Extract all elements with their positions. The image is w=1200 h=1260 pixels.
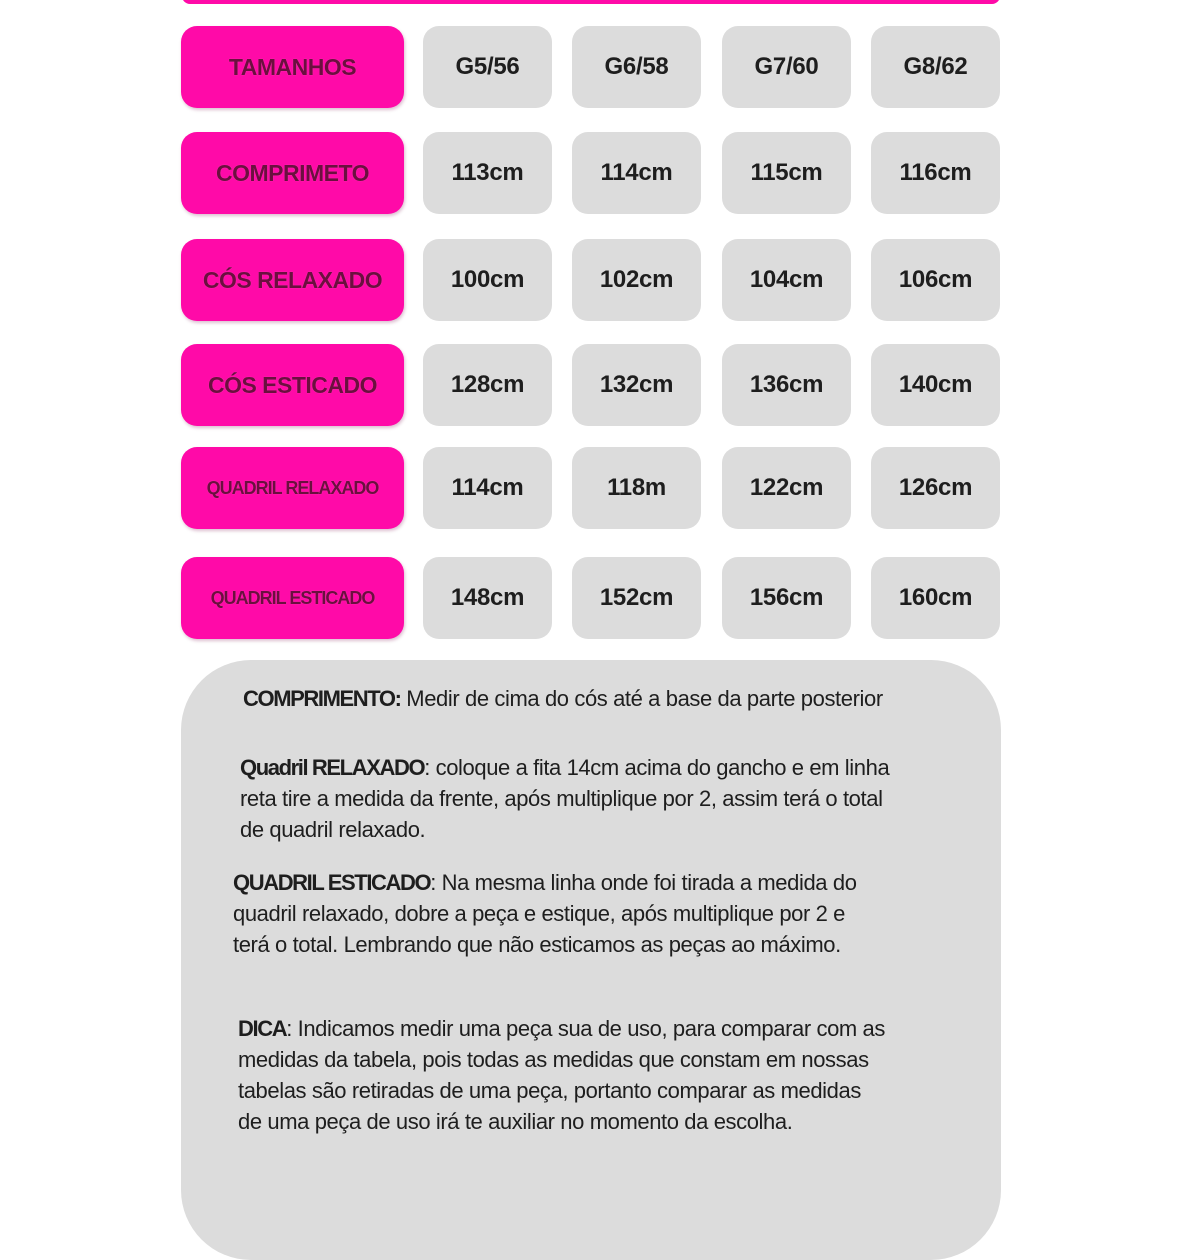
measurement-cell [572, 447, 701, 529]
note-line: terá o total. Lembrando que não esticamos as peças ao máximo. [233, 932, 841, 957]
measurement-cell [871, 132, 1000, 214]
measurement-instructions-panel [181, 660, 1001, 1260]
row-label: QUADRIL ESTICADO [210, 587, 375, 608]
measurement-cell [871, 557, 1000, 639]
measurement-cell [871, 344, 1000, 426]
note-line: de uma peça de uso irá te auxiliar no momento da escolha. [238, 1109, 793, 1134]
table-row [0, 239, 1200, 321]
measurement-value: 126cm [898, 474, 973, 501]
measurement-cell [722, 132, 851, 214]
note-text: : coloque a fita 14cm acima do gancho e em linha [424, 755, 890, 780]
measurement-cell [572, 344, 701, 426]
measurement-value: 152cm [599, 584, 674, 611]
table-header-row [0, 26, 1200, 108]
measurement-cell [871, 239, 1000, 321]
measurement-value: 102cm [599, 266, 674, 293]
note-text: : Indicamos medir uma peça sua de uso, para comparar com as [286, 1016, 885, 1041]
measurement-cell [572, 239, 701, 321]
measurement-cell [423, 132, 552, 214]
row-label-cell [181, 239, 404, 321]
size-header-cell [722, 26, 851, 108]
row-label-cell [181, 344, 404, 426]
row-label: CÓS RELAXADO [202, 266, 383, 293]
size-header: G8/62 [903, 53, 968, 80]
row-label: QUADRIL RELAXADO [206, 477, 379, 498]
row-label: CÓS ESTICADO [207, 371, 378, 398]
note-comprimento [243, 683, 883, 714]
measurement-value: 115cm [750, 159, 823, 186]
note-term: COMPRIMENTO: [243, 686, 401, 711]
row-label-cell [181, 557, 404, 639]
note-term: Quadril RELAXADO [240, 755, 425, 780]
note-line [243, 683, 883, 714]
note-term: QUADRIL ESTICADO [233, 870, 431, 895]
measurement-value: 114cm [451, 474, 524, 501]
size-header: G5/56 [455, 53, 520, 80]
measurement-value: 104cm [749, 266, 824, 293]
measurement-value: 122cm [749, 474, 824, 501]
size-header: G7/60 [754, 53, 819, 80]
note-term: DICA [238, 1016, 287, 1041]
table-row [0, 132, 1200, 214]
header-label: TAMANHOS [228, 53, 357, 80]
row-label: COMPRIMETO [215, 159, 370, 186]
measurement-value: 160cm [898, 584, 973, 611]
size-header-cell [871, 26, 1000, 108]
measurement-cell [423, 447, 552, 529]
measurement-cell [722, 344, 851, 426]
note-line: reta tire a medida da frente, após multiplique por 2, assim terá o total [240, 786, 883, 811]
measurement-cell [722, 557, 851, 639]
measurement-value: 100cm [450, 266, 525, 293]
measurement-cell [722, 447, 851, 529]
note-line [233, 867, 857, 898]
measurement-cell [572, 132, 701, 214]
note-line: tabelas são retiradas de uma peça, portanto comparar as medidas [238, 1078, 861, 1103]
measurement-value: 113cm [451, 159, 524, 186]
note-text: Medir de cima do cós até a base da parte posterior [400, 686, 883, 711]
measurement-cell [423, 557, 552, 639]
measurement-value: 148cm [450, 584, 525, 611]
measurement-value: 140cm [898, 371, 973, 398]
row-label-cell [181, 447, 404, 529]
header-label-cell [181, 26, 404, 108]
measurement-cell [423, 344, 552, 426]
note-dica [238, 1013, 885, 1137]
size-header-cell [423, 26, 552, 108]
note-line: quadril relaxado, dobre a peça e estique, após multiplique por 2 e [233, 901, 846, 926]
measurement-value: 136cm [749, 371, 824, 398]
size-header-cell [572, 26, 701, 108]
table-row [0, 557, 1200, 639]
measurement-value: 128cm [450, 371, 525, 398]
note-line [240, 752, 889, 783]
measurement-cell [871, 447, 1000, 529]
measurement-value: 156cm [749, 584, 824, 611]
measurement-value: 106cm [898, 266, 973, 293]
measurement-cell [722, 239, 851, 321]
note-quadril-esticado [233, 867, 857, 960]
table-row [0, 447, 1200, 529]
measurement-cell [423, 239, 552, 321]
row-label-cell [181, 132, 404, 214]
size-header: G6/58 [604, 53, 669, 80]
note-text: : Na mesma linha onde foi tirada a medida do [430, 870, 857, 895]
measurement-value: 118m [607, 474, 666, 501]
note-line: medidas da tabela, pois todas as medidas que constam em nossas [238, 1047, 869, 1072]
note-quadril-relaxado [240, 752, 889, 845]
measurement-value: 114cm [600, 159, 673, 186]
measurement-value: 132cm [599, 371, 674, 398]
measurement-cell [572, 557, 701, 639]
note-line [238, 1013, 885, 1044]
measurement-value: 116cm [899, 159, 972, 186]
note-line: de quadril relaxado. [240, 817, 426, 842]
table-row [0, 344, 1200, 426]
